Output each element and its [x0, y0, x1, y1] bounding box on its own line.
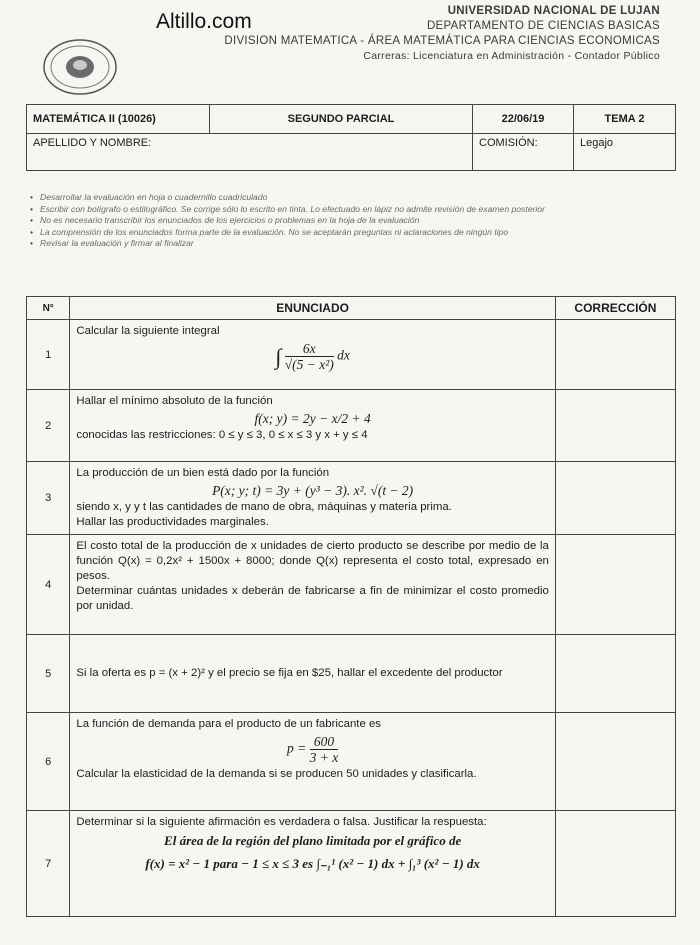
exercises-table	[26, 296, 676, 917]
exercise-text: El costo total de la producción de x unidades de cierto producto se describe por medio de la función Q(x) = 0,2x² + 1500x + 8000; donde Q(x) representa el costo total, expresado en pesos.	[76, 540, 549, 582]
col-number-header: N°	[27, 297, 70, 320]
commission-field: COMISIÓN:	[473, 134, 574, 171]
exercise-text: La función de demanda para el producto de un fabricante es	[76, 718, 381, 730]
exercise-text: Si la oferta es p = (x + 2)² y el precio se fija en $25, hallar el excedente del productor	[76, 667, 503, 679]
task-text: Hallar las productividades marginales.	[76, 516, 269, 528]
exercise-text: Calcular la siguiente integral	[76, 325, 220, 337]
correction-cell	[555, 635, 675, 713]
exercise-text: Hallar el mínimo absoluto de la función	[76, 395, 273, 407]
integral-differential: dx	[337, 347, 350, 363]
integral-formula: ∫ $\frac{6x}{\text{√(5 − x²)}}$ dx	[275, 341, 350, 372]
correction-cell	[555, 713, 675, 811]
task-text: Determinar cuántas unidades x deberán de fabricarse a fin de minimizar el costo promedio por unidad.	[76, 585, 549, 612]
exam-type-cell: SEGUNDO PARCIAL	[210, 105, 473, 134]
col-correction-header: CORRECCIÓN	[555, 297, 675, 320]
exercise-number: 7	[27, 811, 70, 917]
exercise-number: 4	[27, 535, 70, 635]
constraints-text: conocidas las restricciones: 0 ≤ y ≤ 3, 0 ≤ x ≤ 3 y x + y ≤ 4	[76, 429, 368, 441]
university-seal-logo	[42, 38, 118, 96]
exercise-row-2	[27, 390, 676, 462]
integrand-numerator: 6x	[285, 341, 334, 357]
exam-date-cell: 22/06/19	[473, 105, 574, 134]
rule-item: • Desarrollar la evaluación en hoja o cuadernillo cuadriculado	[30, 192, 672, 204]
exercise-number: 2	[27, 390, 70, 462]
task-text: Calcular la elasticidad de la demanda si se producen 50 unidades y clasificarla.	[76, 768, 477, 780]
exercise-number: 5	[27, 635, 70, 713]
exam-rules-list	[30, 192, 672, 250]
subject-cell: MATEMÁTICA II (10026)	[27, 105, 210, 134]
exercise-row-5	[27, 635, 676, 713]
correction-cell	[555, 462, 675, 535]
exam-header-table	[26, 104, 676, 171]
exercise-row-4	[27, 535, 676, 635]
careers-text: Carreras: Licenciatura en Administración - Contador Público	[363, 50, 660, 62]
demand-lhs: p =	[287, 740, 307, 756]
exercise-row-7	[27, 811, 676, 917]
correction-cell	[555, 390, 675, 462]
rule-item: • La comprensión de los enunciados forma parte de la evaluación. No se aceptarán preguntas ni aclaraciones de ningún tipo	[30, 227, 672, 239]
exercise-text: Determinar si la siguiente afirmación es verdadera o falsa. Justificar la respuesta:	[76, 816, 487, 828]
exercise-row-3	[27, 462, 676, 535]
area-formula: f(x) = x² − 1 para − 1 ≤ x ≤ 3 es ∫₋₁¹ (x² − 1) dx + ∫₁³ (x² − 1) dx	[145, 856, 480, 871]
exercise-row-1	[27, 320, 676, 390]
watermark-text: Altillo.com	[156, 10, 252, 33]
correction-cell	[555, 811, 675, 917]
tema-cell: TEMA 2	[574, 105, 676, 134]
department-name: DEPARTAMENTO DE CIENCIAS BASICAS	[426, 20, 660, 32]
statement-text: El área de la región del plano limitada por el gráfico de	[164, 833, 462, 848]
exercise-number: 1	[27, 320, 70, 390]
division-name: DIVISION MATEMATICA - ÁREA MATEMÁTICA PARA CIENCIAS ECONOMICAS	[224, 35, 660, 47]
rule-item: • Escribir con bolígrafo o estilográfico. Se corrige sólo lo escrito en tinta. Lo efectuado en lápiz no admite revisión de examen posterior	[30, 204, 672, 216]
demand-numerator: 600	[310, 734, 339, 750]
demand-formula	[76, 734, 548, 765]
integrand-denominator: √(5 − x²)	[284, 357, 334, 372]
correction-cell	[555, 320, 675, 390]
production-formula: P(x; y; t) = 3y + (y³ − 3). x². √(t − 2)	[212, 483, 414, 498]
exercise-row-6	[27, 713, 676, 811]
exercise-number: 3	[27, 462, 70, 535]
university-name: UNIVERSIDAD NACIONAL DE LUJAN	[447, 5, 660, 17]
variables-text: siendo x, y y t las cantidades de mano de obra, máquinas y materia prima.	[76, 501, 452, 513]
name-field: APELLIDO Y NOMBRE:	[27, 134, 473, 171]
rule-item: • No es necesario transcribir los enunciados de los ejercicios o problemas en la hoja de la evaluación	[30, 215, 672, 227]
col-statement-header: ENUNCIADO	[70, 297, 555, 320]
rule-item: • Revisar la evaluación y firmar al finalizar	[30, 238, 672, 250]
demand-denominator: 3 + x	[309, 750, 339, 765]
exercise-number: 6	[27, 713, 70, 811]
exercise-text: La producción de un bien está dado por la función	[76, 467, 330, 479]
function-formula: f(x; y) = 2y − x/2 + 4	[254, 411, 371, 426]
correction-cell	[555, 535, 675, 635]
legajo-field: Legajo	[574, 134, 676, 171]
